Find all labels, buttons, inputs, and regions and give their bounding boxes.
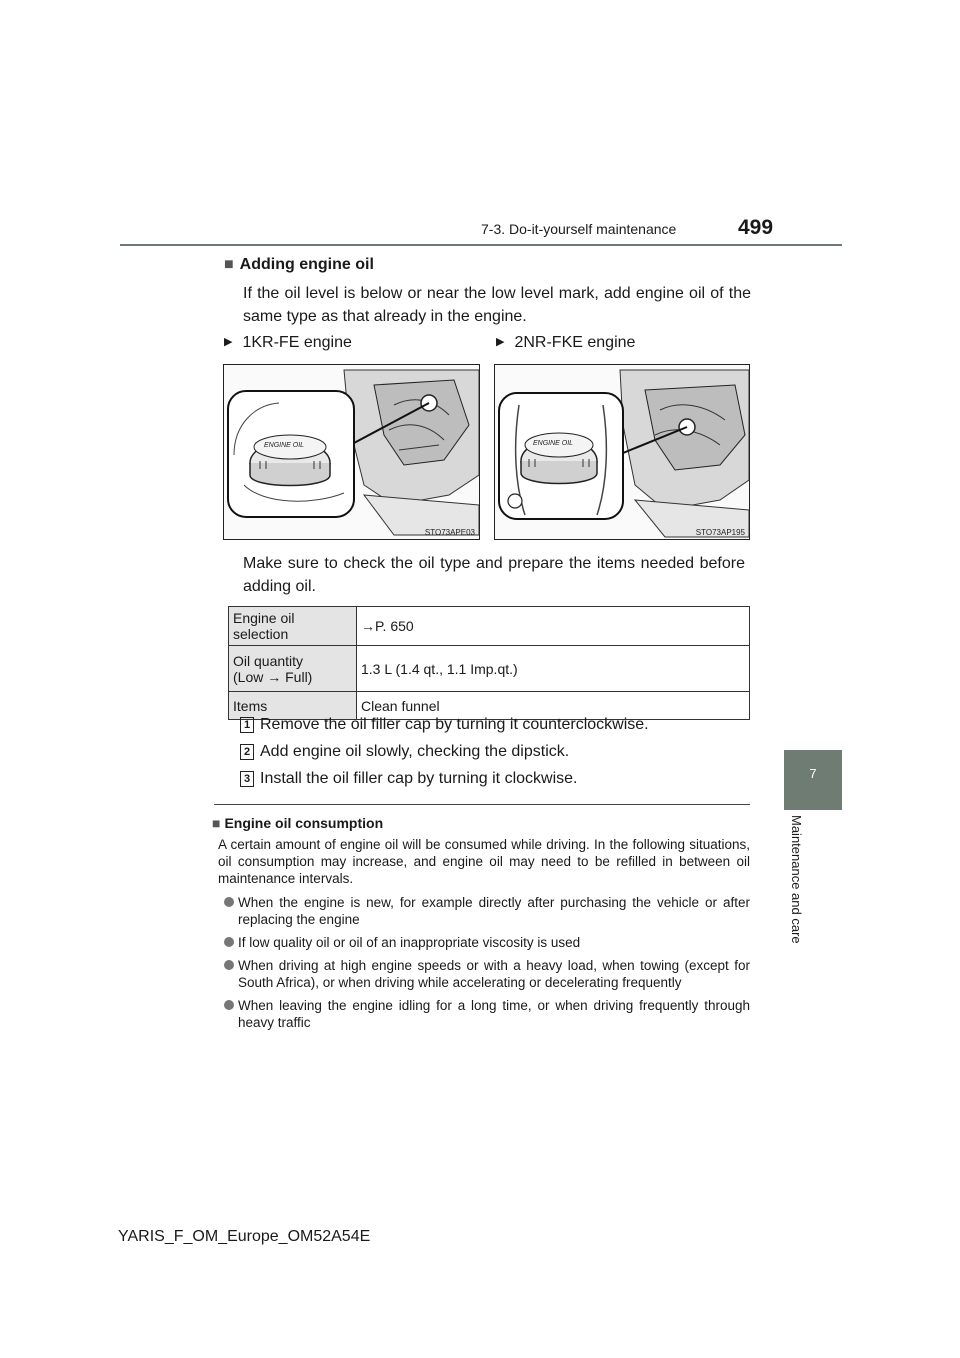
cap-label-1kr: ENGINE OIL bbox=[264, 442, 305, 449]
adding-oil-heading bbox=[224, 256, 374, 274]
table-value-cell: Clean funnel bbox=[357, 692, 750, 720]
check-oil-note: Make sure to check the oil type and prepare the items needed before adding oil. bbox=[243, 555, 745, 595]
triangle-bullet-icon: ▶ bbox=[496, 336, 505, 348]
round-bullet-icon bbox=[224, 960, 234, 970]
chapter-title: Maintenance and care bbox=[789, 815, 804, 944]
list-item-text: When leaving the engine idling for a long time, or when driving frequently through heavy traffic bbox=[238, 998, 750, 1030]
table-row bbox=[229, 646, 750, 692]
step-number-2: 2 bbox=[240, 744, 254, 760]
table-key-cell: Items bbox=[229, 692, 357, 720]
square-bullet-icon: ■ bbox=[212, 815, 221, 831]
triangle-bullet-icon: ▶ bbox=[224, 336, 233, 348]
adding-oil-intro: If the oil level is below or near the low level mark, add engine oil of the same type as that already in the engine. bbox=[243, 285, 751, 325]
list-item-text: When driving at high engine speeds or with a heavy load, when towing (except for South Africa), or when driving while accelerating or decelerating frequently bbox=[238, 958, 750, 990]
table-row bbox=[229, 607, 750, 646]
round-bullet-icon bbox=[224, 1000, 234, 1010]
oil-spec-table bbox=[228, 606, 750, 720]
engine-bay-illustration-2nr bbox=[495, 365, 750, 540]
list-item bbox=[224, 957, 750, 991]
document-id: YARIS_F_OM_Europe_OM52A54E bbox=[118, 1228, 371, 1245]
page-number: 499 bbox=[738, 216, 774, 239]
oil-quantity-label: Oil quantity bbox=[233, 652, 304, 669]
chapter-tab[interactable]: 7 bbox=[784, 750, 842, 810]
table-key-cell: Engine oil selection bbox=[229, 607, 357, 646]
figure-code-2nr: STO73AP195 bbox=[695, 528, 745, 537]
figure-2nr-engine bbox=[494, 364, 750, 540]
adding-oil-heading-text: Adding engine oil bbox=[239, 256, 374, 273]
header-divider bbox=[120, 244, 842, 246]
step-3 bbox=[240, 770, 577, 788]
cap-label-2nr: ENGINE OIL bbox=[533, 440, 574, 447]
engine-label-1kr bbox=[224, 334, 352, 352]
list-item bbox=[224, 894, 750, 928]
list-item bbox=[224, 934, 750, 951]
list-item-text: When the engine is new, for example directly after purchasing the vehicle or after replacing the engine bbox=[238, 895, 750, 927]
list-item-text: If low quality oil or oil of an inappropriate viscosity is used bbox=[238, 935, 581, 950]
step-1 bbox=[240, 716, 649, 734]
engine-bay-illustration-1kr bbox=[224, 365, 480, 540]
round-bullet-icon bbox=[224, 937, 234, 947]
oil-quantity-range: (Low → Full) bbox=[233, 668, 313, 685]
step-number-1: 1 bbox=[240, 717, 254, 733]
figure-code-1kr: STO73APE03 bbox=[424, 528, 475, 537]
round-bullet-icon bbox=[224, 897, 234, 907]
consumption-heading-text: Engine oil consumption bbox=[224, 815, 384, 831]
table-value-cell: →P. 650 bbox=[357, 607, 750, 646]
table-value-cell: 1.3 L (1.4 qt., 1.1 Imp.qt.) bbox=[357, 646, 750, 692]
step-text-2: Add engine oil slowly, checking the dipstick. bbox=[260, 743, 570, 760]
engine-label-2nr-text: 2NR-FKE engine bbox=[514, 334, 636, 351]
section-divider bbox=[214, 804, 750, 805]
section-title: 7-3. Do-it-yourself maintenance bbox=[481, 221, 677, 237]
step-2 bbox=[240, 743, 569, 761]
list-item bbox=[224, 997, 750, 1031]
engine-label-2nr bbox=[496, 334, 635, 352]
consumption-intro: A certain amount of engine oil will be consumed while driving. In the following situations, oil consumption may increase, and engine oil may need to be refilled in between oil maintenance intervals. bbox=[218, 837, 750, 886]
figure-1kr-engine bbox=[223, 364, 480, 540]
consumption-heading bbox=[212, 815, 383, 831]
step-text-1: Remove the oil filler cap by turning it counterclockwise. bbox=[260, 716, 649, 733]
engine-label-1kr-text: 1KR-FE engine bbox=[242, 334, 352, 351]
step-text-3: Install the oil filler cap by turning it clockwise. bbox=[260, 770, 578, 787]
table-key-cell bbox=[229, 646, 357, 692]
square-bullet-icon: ■ bbox=[224, 256, 234, 273]
step-number-3: 3 bbox=[240, 771, 254, 787]
consumption-bullet-list bbox=[224, 894, 750, 1037]
